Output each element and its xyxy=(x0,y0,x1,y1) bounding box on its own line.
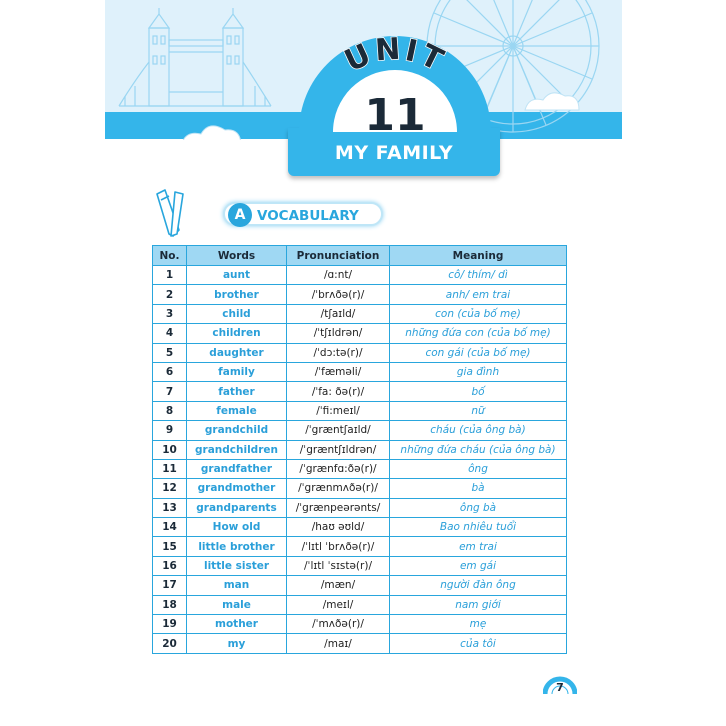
pronunciation-cell: /ˈlɪtl ˈbrʌðə(r)/ xyxy=(287,537,390,556)
meaning-cell: gia đình xyxy=(390,362,567,381)
row-number: 4 xyxy=(153,324,187,343)
table-row xyxy=(153,537,567,556)
cloud-icon xyxy=(181,126,241,140)
row-number: 14 xyxy=(153,518,187,537)
meaning-cell: những đứa con (của bố mẹ) xyxy=(390,324,567,343)
row-number: 16 xyxy=(153,556,187,575)
meaning-cell: cô/ thím/ dì xyxy=(390,266,567,285)
row-number: 11 xyxy=(153,459,187,478)
table-row xyxy=(153,634,567,653)
table-row xyxy=(153,576,567,595)
row-number: 20 xyxy=(153,634,187,653)
meaning-cell: em gái xyxy=(390,556,567,575)
meaning-cell: ông xyxy=(390,459,567,478)
pronunciation-cell: /ˈgræntʃaɪld/ xyxy=(287,421,390,440)
pencil-icon xyxy=(151,186,191,241)
table-row xyxy=(153,518,567,537)
pronunciation-cell: /ˈgrænfɑ:ðə(r)/ xyxy=(287,459,390,478)
pronunciation-cell: /maɪ/ xyxy=(287,634,390,653)
table-row xyxy=(153,401,567,420)
word-cell: How old xyxy=(187,518,287,537)
table-row xyxy=(153,304,567,323)
column-header: Meaning xyxy=(390,246,567,266)
unit-title: MY FAMILY xyxy=(334,142,454,164)
pronunciation-cell: /mæn/ xyxy=(287,576,390,595)
word-cell: father xyxy=(187,382,287,401)
meaning-cell: nam giới xyxy=(390,595,567,614)
table-row xyxy=(153,498,567,517)
table-row xyxy=(153,440,567,459)
row-number: 1 xyxy=(153,266,187,285)
word-cell: child xyxy=(187,304,287,323)
row-number: 15 xyxy=(153,537,187,556)
row-number: 9 xyxy=(153,421,187,440)
word-cell: little sister xyxy=(187,556,287,575)
word-cell: family xyxy=(187,362,287,381)
meaning-cell: cháu (của ông bà) xyxy=(390,421,567,440)
word-cell: little brother xyxy=(187,537,287,556)
word-cell: children xyxy=(187,324,287,343)
word-cell: mother xyxy=(187,615,287,634)
word-cell: grandchildren xyxy=(187,440,287,459)
meaning-cell: con (của bố mẹ) xyxy=(390,304,567,323)
pronunciation-cell: /ˈfa: ðə(r)/ xyxy=(287,382,390,401)
meaning-cell: những đứa cháu (của ông bà) xyxy=(390,440,567,459)
unit-word: UNIT xyxy=(339,31,452,80)
row-number: 2 xyxy=(153,285,187,304)
table-row xyxy=(153,343,567,362)
word-cell: grandmother xyxy=(187,479,287,498)
word-cell: grandchild xyxy=(187,421,287,440)
column-header: Pronunciation xyxy=(287,246,390,266)
meaning-cell: em trai xyxy=(390,537,567,556)
word-cell: man xyxy=(187,576,287,595)
table-row xyxy=(153,595,567,614)
pronunciation-cell: /ɑ:nt/ xyxy=(287,266,390,285)
table-row xyxy=(153,266,567,285)
section-letter: A xyxy=(228,203,252,227)
row-number: 8 xyxy=(153,401,187,420)
pronunciation-cell: /ˈfi:meɪl/ xyxy=(287,401,390,420)
meaning-cell: người đàn ông xyxy=(390,576,567,595)
table-row xyxy=(153,324,567,343)
pronunciation-cell: /ˈfæməli/ xyxy=(287,362,390,381)
meaning-cell: anh/ em trai xyxy=(390,285,567,304)
word-cell: aunt xyxy=(187,266,287,285)
table-row xyxy=(153,459,567,478)
section-header xyxy=(151,186,391,241)
pronunciation-cell: /ˈgræntʃɪldrən/ xyxy=(287,440,390,459)
column-header: Words xyxy=(187,246,287,266)
pronunciation-cell: /meɪl/ xyxy=(287,595,390,614)
table-row xyxy=(153,421,567,440)
meaning-cell: của tôi xyxy=(390,634,567,653)
word-cell: my xyxy=(187,634,287,653)
row-number: 17 xyxy=(153,576,187,595)
word-cell: male xyxy=(187,595,287,614)
word-cell: female xyxy=(187,401,287,420)
tower-bridge-illustration xyxy=(119,8,271,106)
word-cell: daughter xyxy=(187,343,287,362)
pronunciation-cell: /ˈgrænpeərənts/ xyxy=(287,498,390,517)
row-number: 13 xyxy=(153,498,187,517)
pronunciation-cell: /ˈdɔ:tə(r)/ xyxy=(287,343,390,362)
vocabulary-table xyxy=(152,245,567,654)
meaning-cell: mẹ xyxy=(390,615,567,634)
column-header: No. xyxy=(153,246,187,266)
row-number: 10 xyxy=(153,440,187,459)
meaning-cell: con gái (của bố mẹ) xyxy=(390,343,567,362)
table-row xyxy=(153,556,567,575)
pronunciation-cell: /haʊ əʊld/ xyxy=(287,518,390,537)
word-cell: grandfather xyxy=(187,459,287,478)
table-row xyxy=(153,615,567,634)
word-cell: grandparents xyxy=(187,498,287,517)
table-row xyxy=(153,479,567,498)
row-number: 3 xyxy=(153,304,187,323)
table-row xyxy=(153,362,567,381)
pronunciation-cell: /ˈgrænmʌðə(r)/ xyxy=(287,479,390,498)
workbook-page xyxy=(105,0,622,726)
row-number: 5 xyxy=(153,343,187,362)
meaning-cell: ông bà xyxy=(390,498,567,517)
table-header-row xyxy=(153,246,567,266)
pronunciation-cell: /ˈbrʌðə(r)/ xyxy=(287,285,390,304)
table-row xyxy=(153,285,567,304)
page-number: 7 xyxy=(556,681,564,694)
pronunciation-cell: /ˈmʌðə(r)/ xyxy=(287,615,390,634)
pronunciation-cell: /tʃaɪld/ xyxy=(287,304,390,323)
row-number: 7 xyxy=(153,382,187,401)
unit-medallion xyxy=(295,26,495,136)
meaning-cell: Bao nhiêu tuổi xyxy=(390,518,567,537)
row-number: 18 xyxy=(153,595,187,614)
word-cell: brother xyxy=(187,285,287,304)
meaning-cell: bố xyxy=(390,382,567,401)
page-number-badge xyxy=(543,670,577,696)
unit-number: 11 xyxy=(364,90,426,136)
pronunciation-cell: /ˈtʃɪldrən/ xyxy=(287,324,390,343)
section-title: VOCABULARY xyxy=(223,202,383,226)
row-number: 12 xyxy=(153,479,187,498)
table-row xyxy=(153,382,567,401)
meaning-cell: bà xyxy=(390,479,567,498)
row-number: 6 xyxy=(153,362,187,381)
meaning-cell: nữ xyxy=(390,401,567,420)
row-number: 19 xyxy=(153,615,187,634)
pronunciation-cell: /ˈlɪtl ˈsɪstə(r)/ xyxy=(287,556,390,575)
